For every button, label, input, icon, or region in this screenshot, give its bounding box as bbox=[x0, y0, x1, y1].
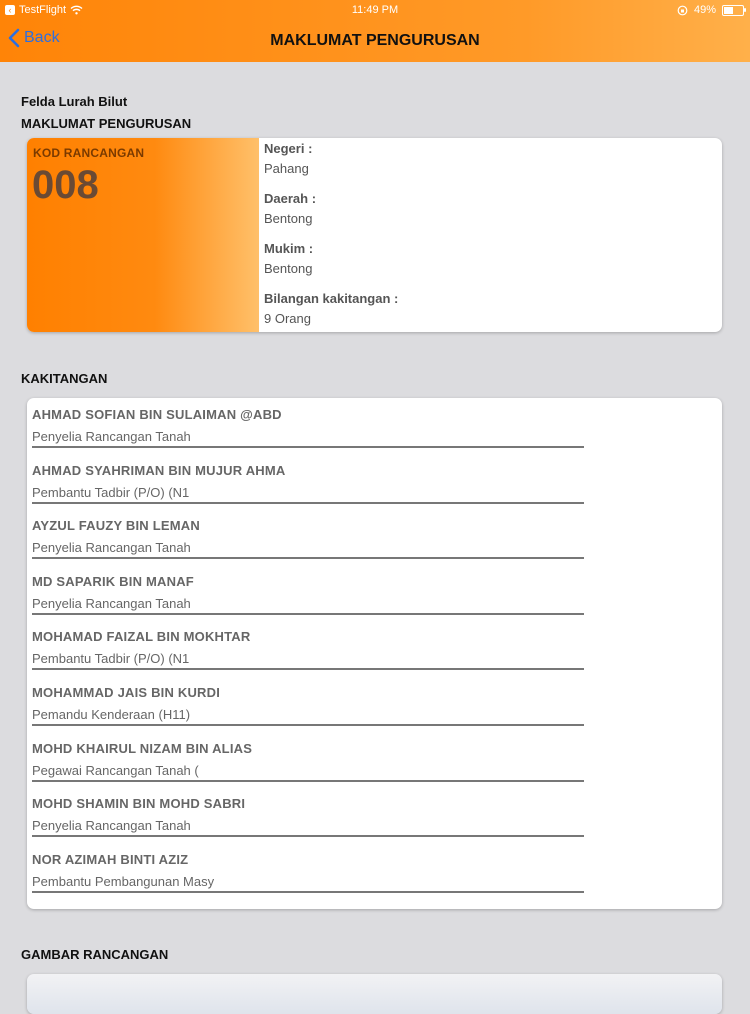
staff-role: Pembantu Tadbir (P/O) (N1 bbox=[32, 651, 190, 666]
divider bbox=[32, 835, 584, 837]
district-value: Bentong bbox=[264, 211, 313, 226]
staff-list-item[interactable] bbox=[32, 454, 584, 510]
navigation-bar bbox=[0, 0, 750, 62]
staff-role: Pembantu Pembangunan Masy bbox=[32, 874, 215, 889]
staff-list-item[interactable] bbox=[32, 676, 584, 732]
staff-name: NOR AZIMAH BINTI AZIZ bbox=[32, 852, 189, 867]
staff-name: MOHD SHAMIN BIN MOHD SABRI bbox=[32, 796, 246, 811]
divider bbox=[32, 780, 584, 782]
staff-role: Penyelia Rancangan Tanah bbox=[32, 540, 191, 555]
divider bbox=[32, 613, 584, 615]
divider bbox=[32, 724, 584, 726]
staff-name: AYZUL FAUZY BIN LEMAN bbox=[32, 518, 200, 533]
district-label: Daerah : bbox=[264, 191, 317, 206]
battery-icon bbox=[722, 5, 744, 16]
staff-list-card bbox=[27, 398, 722, 909]
state-label: Negeri : bbox=[264, 141, 313, 156]
staff-list-item[interactable] bbox=[32, 398, 584, 454]
scheme-info-card bbox=[27, 138, 722, 332]
state-value: Pahang bbox=[264, 161, 309, 176]
testflight-back-icon[interactable]: ‹ bbox=[5, 5, 15, 15]
staff-list-item[interactable] bbox=[32, 565, 584, 621]
carrier-label: TestFlight bbox=[19, 4, 67, 16]
clock: 11:49 PM bbox=[351, 4, 399, 16]
staff-role: Penyelia Rancangan Tanah bbox=[32, 429, 191, 444]
scheme-details bbox=[264, 140, 398, 332]
staff-list-item[interactable] bbox=[32, 843, 584, 899]
staff-count-value: 9 Orang bbox=[264, 311, 311, 326]
staff-list-item[interactable] bbox=[32, 509, 584, 565]
divider bbox=[32, 557, 584, 559]
staff-role: Penyelia Rancangan Tanah bbox=[32, 818, 191, 833]
management-section-title: MAKLUMAT PENGURUSAN bbox=[21, 116, 192, 131]
scheme-code-value: 008 bbox=[32, 163, 99, 207]
staff-role: Pegawai Rancangan Tanah ( bbox=[32, 763, 199, 778]
divider bbox=[32, 502, 584, 504]
scheme-code-panel bbox=[27, 138, 259, 332]
back-label: Back bbox=[24, 29, 60, 46]
staff-name: MOHD KHAIRUL NIZAM BIN ALIAS bbox=[32, 741, 253, 756]
staff-list-item[interactable] bbox=[32, 787, 584, 843]
gallery-section-title: GAMBAR RANCANGAN bbox=[21, 947, 169, 962]
divider bbox=[32, 446, 584, 448]
status-bar bbox=[0, 0, 750, 20]
staff-role: Penyelia Rancangan Tanah bbox=[32, 596, 191, 611]
mukim-label: Mukim : bbox=[264, 241, 314, 256]
staff-role: Pembantu Tadbir (P/O) (N1 bbox=[32, 485, 190, 500]
divider bbox=[32, 668, 584, 670]
staff-name: MD SAPARIK BIN MANAF bbox=[32, 574, 194, 589]
scheme-code-label: KOD RANCANGAN bbox=[33, 146, 145, 160]
staff-count-label: Bilangan kakitangan : bbox=[264, 291, 399, 306]
staff-list-item[interactable] bbox=[32, 620, 584, 676]
staff-role: Pemandu Kenderaan (H11) bbox=[32, 707, 191, 722]
staff-name: AHMAD SOFIAN BIN SULAIMAN @ABD bbox=[32, 407, 282, 422]
page-title: MAKLUMAT PENGURUSAN bbox=[270, 32, 480, 49]
orientation-lock-icon bbox=[677, 5, 688, 16]
staff-section-title: KAKITANGAN bbox=[21, 371, 108, 386]
mukim-value: Bentong bbox=[264, 261, 313, 276]
scheme-place-name: Felda Lurah Bilut bbox=[21, 94, 128, 109]
staff-name: MOHAMMAD JAIS BIN KURDI bbox=[32, 685, 221, 700]
battery-percent: 49% bbox=[693, 4, 716, 16]
staff-list-item[interactable] bbox=[32, 732, 584, 788]
staff-name: MOHAMAD FAIZAL BIN MOKHTAR bbox=[32, 629, 251, 644]
scheme-photo-card[interactable] bbox=[27, 974, 722, 1014]
staff-name: AHMAD SYAHRIMAN BIN MUJUR AHMA bbox=[32, 463, 286, 478]
divider bbox=[32, 891, 584, 893]
